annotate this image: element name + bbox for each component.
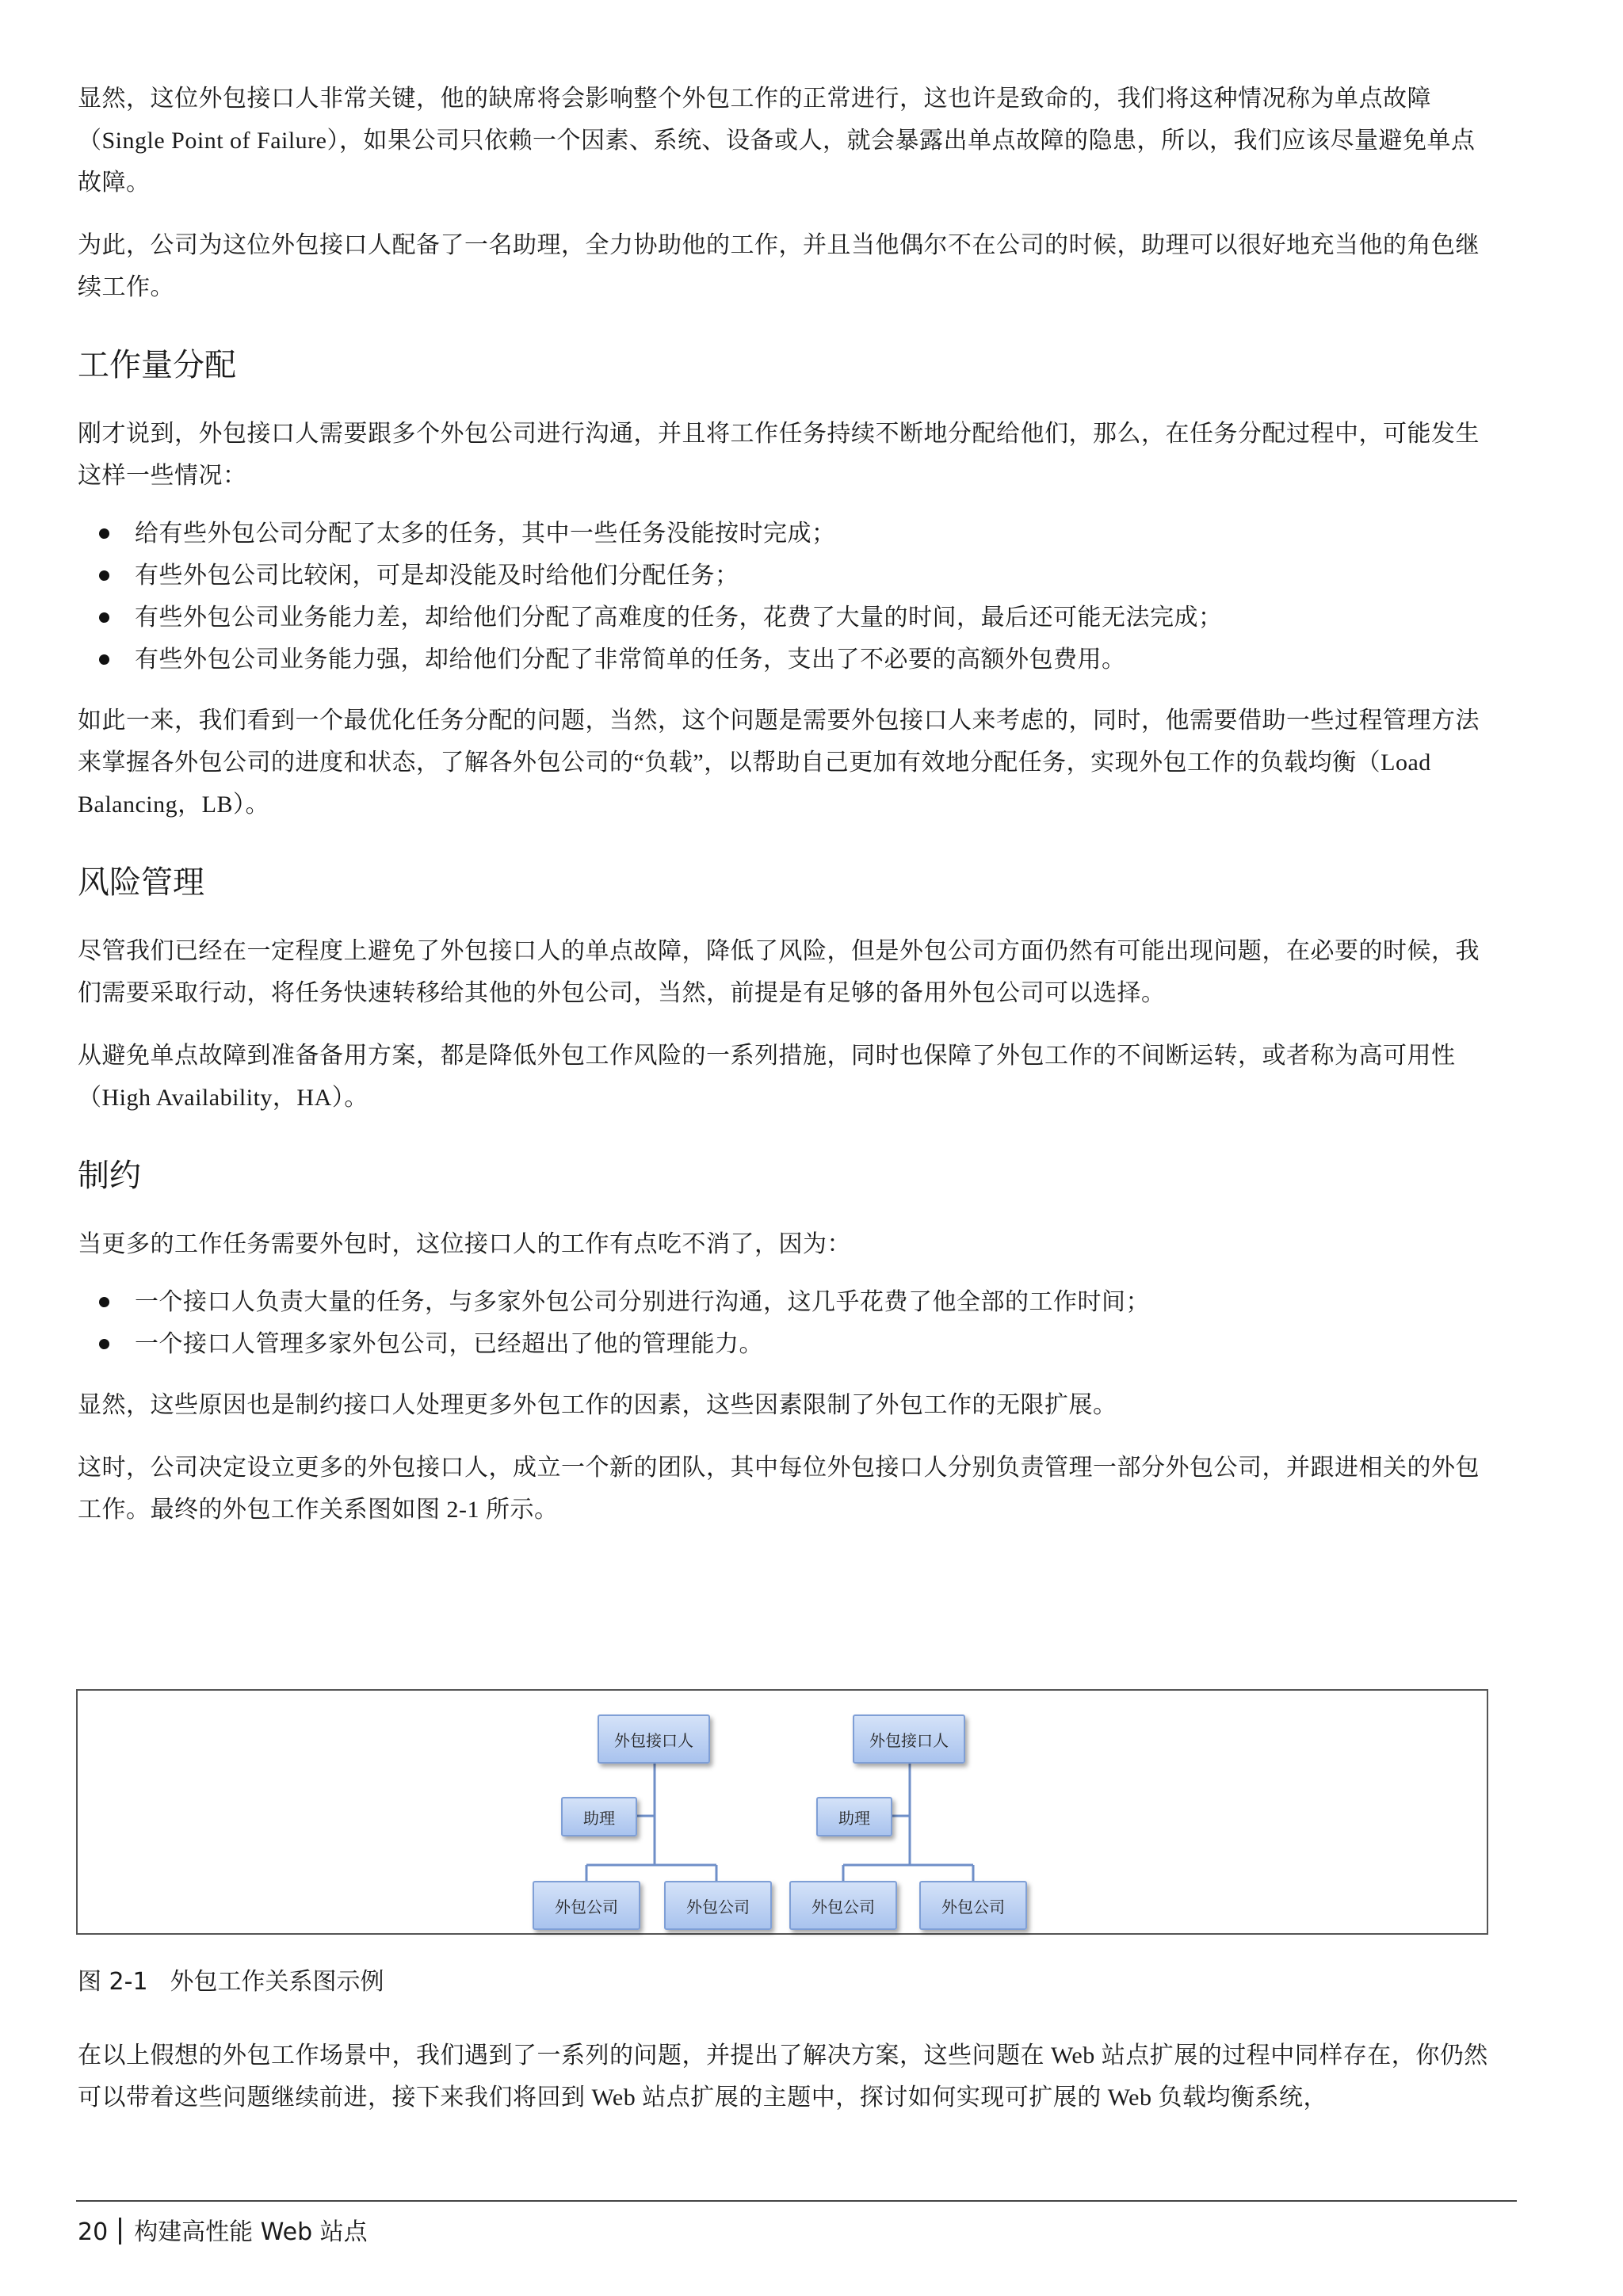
paragraph-workload-intro: 刚才说到，外包接口人需要跟多个外包公司进行沟通，并且将工作任务持续不断地分配给他们，那么，在任务分配过程中，可能发生这样一些情况： bbox=[78, 421, 1480, 489]
paragraph-risk-2: 从避免单点故障到准备备用方案，都是降低外包工作风险的一系列措施，同时也保障了外包工作的不间断运转，或者称为高可用性（High Availability，HA）。 bbox=[78, 1043, 1456, 1111]
closing-section bbox=[78, 2035, 1491, 2139]
company-node-2a: 外包公司 bbox=[789, 1881, 897, 1930]
footer-separator bbox=[119, 2218, 121, 2245]
page-footer bbox=[78, 2212, 368, 2247]
paragraph-closing: 在以上假想的外包工作场景中，我们遇到了一系列的问题，并提出了解决方案，这些问题在 Web 站点扩展的过程中同样存在，你仍然可以带着这些问题继续前进，接下来我们将回到 Web 站点扩展的主题中，探讨如何实现可扩展的 Web 负载均衡系统， bbox=[78, 2042, 1488, 2111]
paragraph-risk-1: 尽管我们已经在一定程度上避免了外包接口人的单点故障，降低了风险，但是外包公司方面仍然有可能出现问题，在必要的时候，我们需要采取行动，将任务快速转移给其他的外包公司，当然，前提是有足够的备用外包公司可以选择。 bbox=[78, 938, 1480, 1006]
workload-bullet-list bbox=[78, 513, 1491, 681]
page-content bbox=[78, 78, 1491, 1551]
contact-node-1: 外包接口人 bbox=[598, 1714, 710, 1764]
list-item: 有些外包公司业务能力强，却给他们分配了非常简单的任务，支出了不必要的高额外包费用。 bbox=[135, 639, 1491, 681]
assistant-node-1: 助理 bbox=[561, 1797, 637, 1836]
paragraph-constraint-factors: 显然，这些原因也是制约接口人处理更多外包工作的因素，这些因素限制了外包工作的无限扩展。 bbox=[78, 1392, 1117, 1418]
heading-risk: 风险管理 bbox=[78, 864, 204, 901]
page-number: 20 bbox=[78, 2218, 109, 2246]
figure-outsourcing-diagram bbox=[76, 1689, 1488, 1935]
company-node-1b: 外包公司 bbox=[664, 1881, 772, 1930]
paragraph-load-balancing: 如此一来，我们看到一个最优化任务分配的问题，当然，这个问题是需要外包接口人来考虑的，同时，他需要借助一些过程管理方法来掌握各外包公司的进度和状态，了解各外包公司的“负载”，以帮助自己更加有效地分配任务，实现外包工作的负载均衡（Load Balancing，LB）。 bbox=[78, 707, 1480, 818]
constraint-bullet-list bbox=[78, 1281, 1491, 1365]
book-title: 构建高性能 Web 站点 bbox=[134, 2218, 368, 2246]
list-item: 有些外包公司比较闲，可是却没能及时给他们分配任务； bbox=[135, 555, 1491, 597]
diagram-connectors bbox=[78, 1691, 1487, 1933]
paragraph-single-point-failure: 显然，这位外包接口人非常关键，他的缺席将会影响整个外包工作的正常进行，这也许是致命的，我们将这种情况称为单点故障（Single Point of Failure），如果公司只依赖一个因素、系统、设备或人，就会暴露出单点故障的隐患，所以，我们应该尽量避免单点故障。 bbox=[78, 86, 1476, 196]
contact-node-2: 外包接口人 bbox=[853, 1714, 965, 1764]
heading-constraint: 制约 bbox=[78, 1158, 141, 1194]
heading-workload: 工作量分配 bbox=[78, 347, 236, 383]
list-item: 一个接口人管理多家外包公司，已经超出了他的管理能力。 bbox=[135, 1323, 1491, 1365]
footer-divider bbox=[76, 2200, 1517, 2202]
company-node-1a: 外包公司 bbox=[533, 1881, 640, 1930]
figure-caption bbox=[78, 1962, 384, 1997]
list-item: 给有些外包公司分配了太多的任务，其中一些任务没能按时完成； bbox=[135, 513, 1491, 555]
assistant-node-2: 助理 bbox=[816, 1797, 892, 1836]
figure-number: 图 2-1 bbox=[78, 1968, 148, 1996]
paragraph-constraint-intro: 当更多的工作任务需要外包时，这位接口人的工作有点吃不消了，因为： bbox=[78, 1231, 851, 1257]
list-item: 一个接口人负责大量的任务，与多家外包公司分别进行沟通，这几乎花费了他全部的工作时间； bbox=[135, 1281, 1491, 1323]
list-item: 有些外包公司业务能力差，却给他们分配了高难度的任务，花费了大量的时间，最后还可能无法完成； bbox=[135, 597, 1491, 639]
paragraph-assistant: 为此，公司为这位外包接口人配备了一名助理，全力协助他的工作，并且当他偶尔不在公司的时候，助理可以很好地充当他的角色继续工作。 bbox=[78, 232, 1480, 300]
paragraph-new-team: 这时，公司决定设立更多的外包接口人，成立一个新的团队，其中每位外包接口人分别负责管理一部分外包公司，并跟进相关的外包工作。最终的外包工作关系图如图 2-1 所示。 bbox=[78, 1455, 1480, 1523]
company-node-2b: 外包公司 bbox=[919, 1881, 1027, 1930]
figure-title: 外包工作关系图示例 bbox=[170, 1968, 384, 1996]
